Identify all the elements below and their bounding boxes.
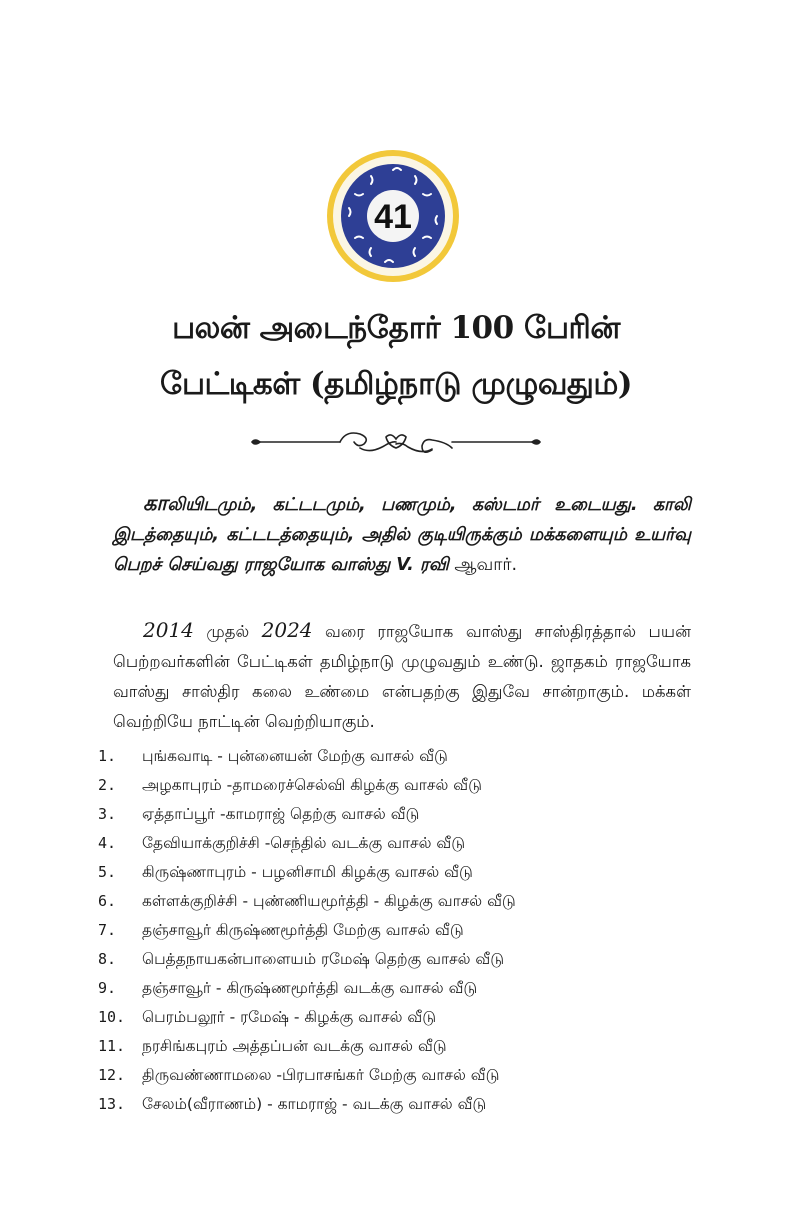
list-item <box>98 1032 516 1061</box>
list-item-text: பெரம்பலூர் - ரமேஷ் - கிழக்கு வாசல் வீடு <box>142 1008 437 1026</box>
list-item-number: 6. <box>98 892 117 910</box>
list-item-number: 2. <box>98 776 117 794</box>
list-item-number: 9. <box>98 979 117 997</box>
list-item-number: 5. <box>98 863 117 881</box>
list-item-text: தஞ்சாவூர் - கிருஷ்ணமூர்த்தி வடக்கு வாசல் வீடு <box>142 979 478 997</box>
list-item-text: ஏத்தாப்பூர் -காமராஜ் தெற்கு வாசல் வீடு <box>142 805 420 823</box>
year-from: 2014 <box>143 618 194 642</box>
list-item <box>98 771 516 800</box>
list-item-number: 10. <box>98 1008 126 1026</box>
list-item <box>98 742 516 771</box>
list-item-text: தஞ்சாவூர் கிருஷ்ணமூர்த்தி மேற்கு வாசல் வீடு <box>142 921 464 939</box>
beneficiary-list <box>98 742 516 1119</box>
list-item <box>98 829 516 858</box>
list-item <box>98 858 516 887</box>
page-title-line-1: பலன் அடைந்தோர் 100 பேரின் <box>172 310 620 346</box>
intro-body-text: லியிடமும், கட்டடமும், பணமும், கஸ்டமர் உடையது. காலி இடத்தையும், கட்டடத்தையும், அதில் குடியிருக்கும் மக்களையும் உயர்வு பெறச் செய்வது ராஜயோக வாஸ்து V. ரவி <box>113 495 691 575</box>
list-item-text: கிருஷ்ணாபுரம் - பழனிசாமி கிழக்கு வாசல் வீடு <box>142 863 473 881</box>
chapter-number: 41 <box>374 198 412 236</box>
list-item <box>98 945 516 974</box>
list-item-number: 4. <box>98 834 117 852</box>
page-title-line-2: பேட்டிகள் (தமிழ்நாடு முழுவதும்) <box>159 366 633 402</box>
list-item-number: 8. <box>98 950 117 968</box>
list-item <box>98 1090 516 1119</box>
year-to: 2024 <box>261 618 313 642</box>
list-item-text: கள்ளக்குறிச்சி - புண்ணியமூர்த்தி - கிழக்கு வாசல் வீடு <box>142 892 516 910</box>
list-item <box>98 1061 516 1090</box>
list-item-text: புங்கவாடி - புன்னையன் மேற்கு வாசல் வீடு <box>142 747 448 765</box>
list-item <box>98 916 516 945</box>
zodiac-chapter-badge <box>325 148 461 284</box>
list-item-number: 3. <box>98 805 117 823</box>
list-item-text: திருவண்ணாமலை -பிரபாசங்கர் மேற்கு வாசல் வீடு <box>142 1066 500 1084</box>
list-item-number: 12. <box>98 1066 126 1084</box>
decorative-divider-icon <box>248 428 544 456</box>
list-item-text: சேலம்(வீராணம்) - காமராஜ் - வடக்கு வாசல் வீடு <box>142 1095 487 1113</box>
list-item-text: தேவியாக்குறிச்சி -செந்தில் வடக்கு வாசல் வீடு <box>142 834 466 852</box>
list-item-number: 7. <box>98 921 117 939</box>
list-item-text: அழகாபுரம் -தாமரைச்செல்வி கிழக்கு வாசல் வீடு <box>142 776 482 794</box>
years-text-1: முதல் <box>193 622 262 641</box>
list-item <box>98 974 516 1003</box>
list-item-text: பெத்தநாயகன்பாளையம் ரமேஷ் தெற்கு வாசல் வீடு <box>142 950 505 968</box>
list-item <box>98 887 516 916</box>
list-item <box>98 1003 516 1032</box>
list-item-number: 13. <box>98 1095 126 1113</box>
list-item-number: 1. <box>98 747 117 765</box>
intro-lead-letters: கா <box>143 491 168 515</box>
intro-paragraph <box>113 488 691 580</box>
list-item-number: 11. <box>98 1037 126 1055</box>
years-paragraph <box>113 615 691 737</box>
list-item <box>98 800 516 829</box>
list-item-text: நரசிங்கபுரம் அத்தப்பன் வடக்கு வாசல் வீடு <box>142 1037 447 1055</box>
years-text-2: வரை ராஜயோக வாஸ்து சாஸ்திரத்தால் பயன் பெற்றவர்களின் பேட்டிகள் தமிழ்நாடு முழுவதும் உண்டு. ஜாதகம் ராஜயோக வாஸ்து சாஸ்திர கலை உண்மை என்பதற்கு இதுவே சான்றாகும். மக்கள் வெற்றியே நாட்டின் வெற்றியாகும். <box>113 622 691 731</box>
intro-tail-text: ஆவார். <box>448 555 518 575</box>
